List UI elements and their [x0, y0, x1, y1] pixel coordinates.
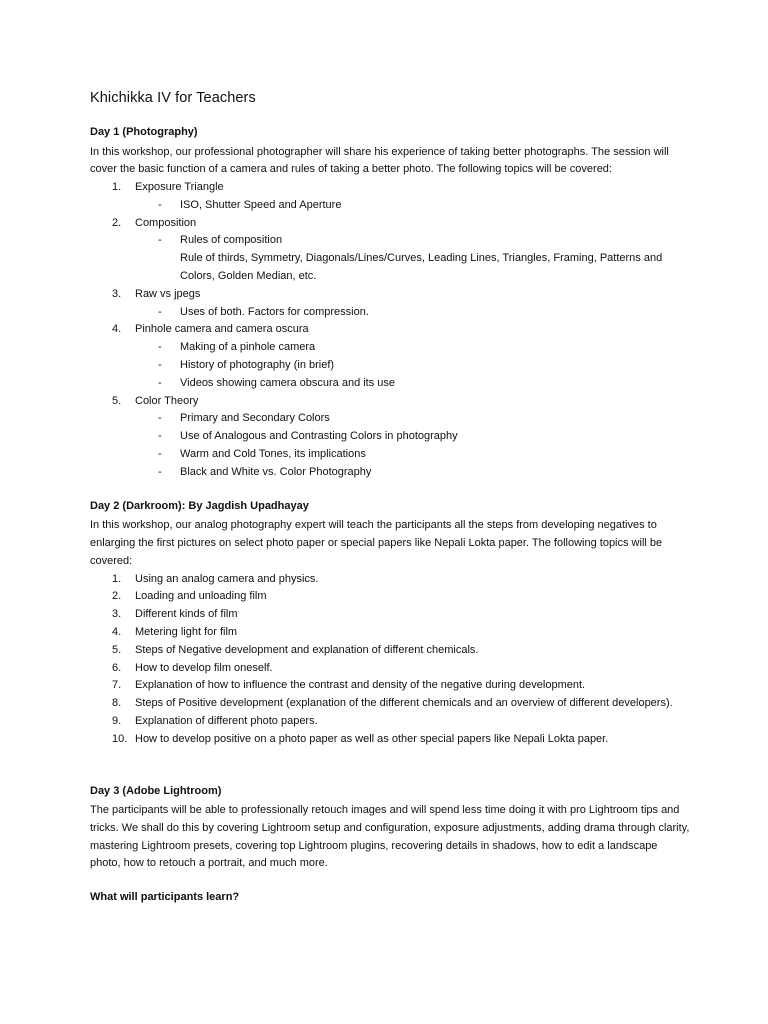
list-item	[90, 375, 690, 393]
topic-label: Exposure Triangle	[135, 181, 224, 194]
list-item	[90, 606, 690, 624]
list-item	[90, 179, 690, 215]
list-number: 9.	[112, 714, 122, 727]
list-number: 8.	[112, 697, 122, 710]
dash-bullet: -	[158, 341, 162, 354]
topic-label: How to develop positive on a photo paper as well as other special papers like Nepali Lokta paper.	[135, 732, 609, 745]
section-spacer	[90, 482, 690, 498]
day2-intro: In this workshop, our analog photography expert will teach the participants all the steps from developing negatives to enlarging the first pictures on select photo paper or special papers like Nepali Lokta paper. The following topics will be covered:	[90, 519, 663, 567]
list-item	[90, 286, 690, 322]
list-item	[90, 197, 690, 215]
dash-bullet: -	[158, 448, 162, 461]
subtopic-label: Black and White vs. Color Photography	[180, 465, 372, 478]
dash-bullet: -	[158, 305, 162, 318]
list-item	[90, 446, 690, 464]
list-number: 5.	[112, 643, 122, 656]
list-number: 4.	[112, 323, 122, 336]
subtopic-label: Primary and Secondary Colors	[180, 412, 330, 425]
list-item	[90, 660, 690, 678]
subtopic-list	[135, 197, 690, 215]
list-item	[90, 571, 690, 589]
topic-label: Steps of Positive development (explanation of the different chemicals and an overview of different developers).	[135, 697, 673, 710]
day1-heading: Day 1 (Photography)	[90, 126, 198, 138]
list-item	[90, 464, 690, 482]
list-item	[90, 588, 690, 606]
list-number: 2.	[112, 216, 122, 229]
list-item	[90, 695, 690, 713]
topic-label: Color Theory	[135, 394, 199, 407]
subtopic-label: Rules of composition	[180, 234, 283, 247]
subtopic-label: Videos showing camera obscura and its use	[180, 376, 396, 389]
topic-label: Raw vs jpegs	[135, 287, 201, 300]
day2-section	[90, 498, 690, 749]
dash-bullet: -	[158, 412, 162, 425]
list-number: 10.	[112, 732, 128, 745]
topic-label: Different kinds of film	[135, 608, 238, 621]
day2-heading: Day 2 (Darkroom): By Jagdish Upadhayay	[90, 499, 309, 512]
topic-label: Steps of Negative development and explanation of different chemicals.	[135, 643, 479, 656]
list-item	[90, 304, 690, 322]
subtopic-label: Warm and Cold Tones, its implications	[180, 448, 366, 461]
list-item	[90, 321, 690, 392]
list-item	[90, 357, 690, 375]
dash-bullet: -	[158, 376, 162, 389]
topic-label: Using an analog camera and physics.	[135, 572, 319, 585]
dash-bullet: -	[158, 234, 162, 247]
list-item	[90, 677, 690, 695]
dash-bullet: -	[158, 465, 162, 478]
topic-label: Composition	[135, 216, 197, 229]
topic-label: Loading and unloading film	[135, 590, 267, 603]
list-number: 3.	[112, 287, 122, 300]
topic-label: Explanation of how to influence the contrast and density of the negative during development.	[135, 679, 586, 692]
day1-topic-list	[90, 179, 690, 482]
section-spacer	[90, 749, 690, 783]
subtopic-list	[135, 304, 690, 322]
list-number: 5.	[112, 394, 122, 407]
list-number: 1.	[112, 572, 122, 585]
list-number: 6.	[112, 661, 122, 674]
subtopic-list	[135, 232, 690, 250]
day3-heading: Day 3 (Adobe Lightroom)	[90, 784, 222, 797]
subtopic-label: ISO, Shutter Speed and Aperture	[180, 198, 342, 211]
subtopic-label: History of photography (in brief)	[180, 359, 335, 372]
subtopic-label: Use of Analogous and Contrasting Colors in photography	[180, 430, 458, 443]
day2-topic-list	[90, 571, 690, 749]
dash-bullet: -	[158, 198, 162, 211]
day3-intro: The participants will be able to professionally retouch images and will spend less time doing it with pro Lightroom tips and tricks. We shall do this by covering Lightroom setup and configuration, exposure adjustments, adding drama through clarity, mastering Lightroom presets, covering top Lightroom plugins, recovering details in shadows, how to edit a landscape photo, how to retouch a portrait, and much more.	[90, 804, 690, 870]
subtopic-list	[135, 410, 690, 481]
list-item	[90, 339, 690, 357]
learn-heading: What will participants learn?	[90, 891, 240, 904]
list-item	[90, 642, 690, 660]
list-number: 3.	[112, 608, 122, 621]
list-item	[90, 215, 690, 286]
list-number: 4.	[112, 625, 122, 638]
list-item	[90, 713, 690, 731]
topic-label: Metering light for film	[135, 625, 238, 638]
topic-label: Explanation of different photo papers.	[135, 714, 318, 727]
subtopic-note: Rule of thirds, Symmetry, Diagonals/Lines/Curves, Leading Lines, Triangles, Framing, Patterns and Colors, Golden Median, etc.	[180, 252, 663, 283]
dash-bullet: -	[158, 359, 162, 372]
list-number: 2.	[112, 590, 122, 603]
list-item	[90, 410, 690, 428]
topic-label: Pinhole camera and camera oscura	[135, 323, 309, 336]
day1-intro: In this workshop, our professional photographer will share his experience of taking better photographs. The session will cover the basic function of a camera and rules of taking a better photo. The following topics will be covered:	[90, 145, 669, 176]
document-page	[90, 90, 690, 907]
topic-label: How to develop film oneself.	[135, 661, 273, 674]
list-number: 1.	[112, 181, 122, 194]
document-title: Khichikka IV for Teachers	[90, 90, 256, 106]
list-item	[90, 624, 690, 642]
subtopic-label: Making of a pinhole camera	[180, 341, 316, 354]
list-item	[90, 731, 690, 749]
day1-section	[90, 124, 690, 482]
list-item	[90, 393, 690, 482]
day3-section	[90, 783, 690, 874]
subtopic-label: Uses of both. Factors for compression.	[180, 305, 369, 318]
list-number: 7.	[112, 679, 122, 692]
list-item	[90, 232, 690, 250]
dash-bullet: -	[158, 430, 162, 443]
subtopic-list	[135, 339, 690, 392]
list-item	[90, 428, 690, 446]
